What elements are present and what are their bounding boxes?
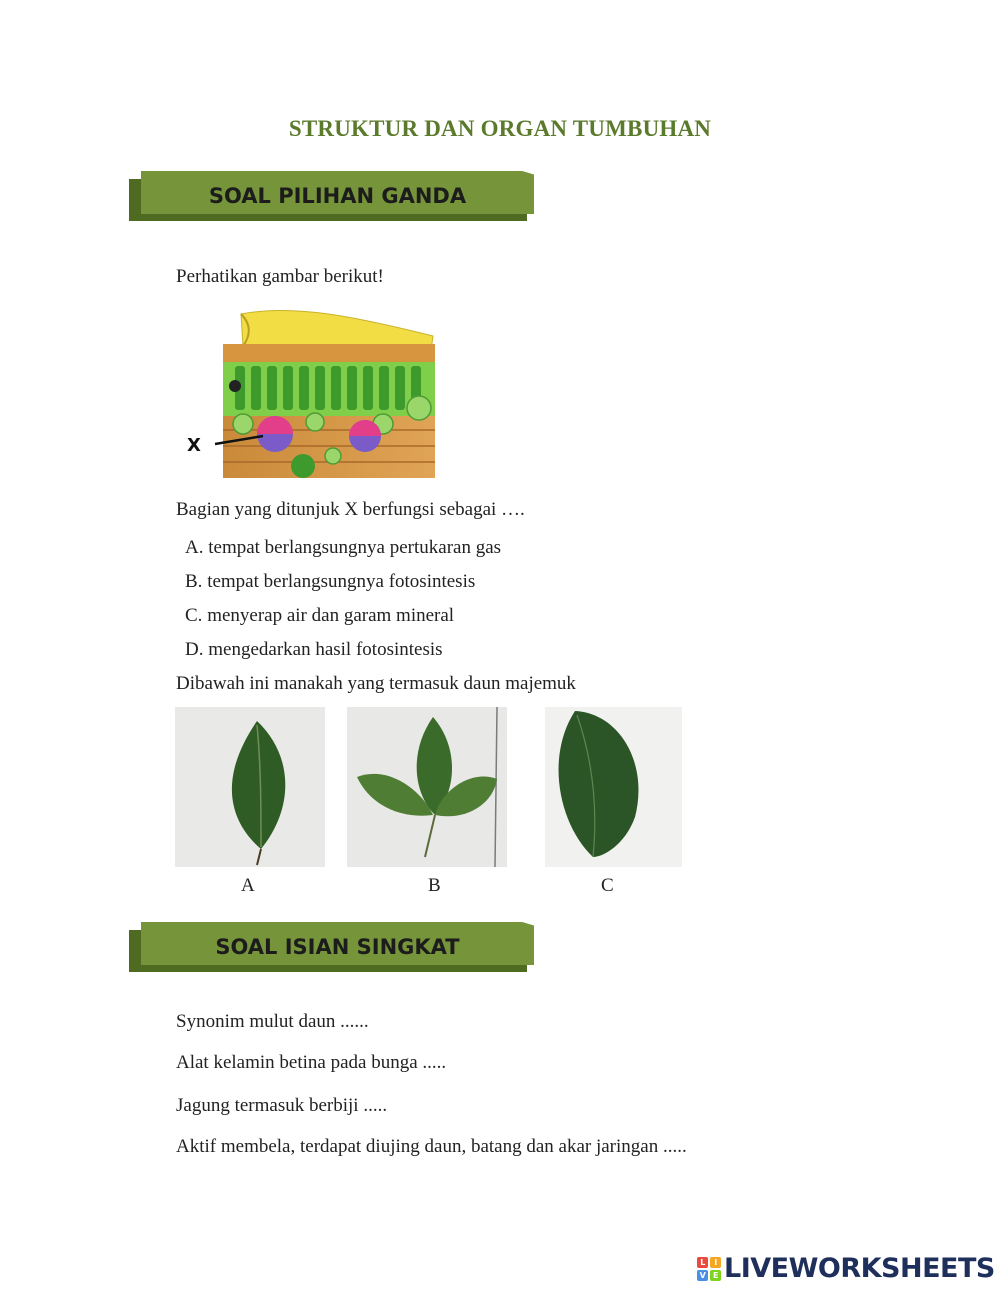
option-letter: D.	[185, 639, 204, 660]
page-title: STRUKTUR DAN ORGAN TUMBUHAN	[288, 116, 712, 141]
logo-letter: I	[710, 1257, 721, 1268]
x-marker-label: X	[187, 435, 201, 456]
logo-letter: L	[697, 1257, 708, 1268]
logo-letter: E	[710, 1270, 721, 1281]
section-banner-multiple-choice	[129, 171, 539, 223]
short-question-3: Jagung termasuk berbiji .....	[176, 1095, 388, 1116]
banner-label: SOAL ISIAN SINGKAT	[215, 935, 460, 959]
short-question-1: Synonim mulut daun ......	[176, 1011, 369, 1032]
q1-question: Bagian yang ditunjuk X berfungsi sebagai ….	[176, 499, 525, 520]
option-d[interactable]	[185, 639, 501, 673]
option-b[interactable]	[185, 571, 501, 605]
leaf-photo-b[interactable]	[347, 707, 507, 867]
leaf-photo-a[interactable]	[175, 707, 325, 867]
choice-label-b: B	[428, 875, 441, 896]
choice-label-a: A	[241, 875, 255, 896]
option-text: menyerap air dan garam mineral	[207, 605, 455, 626]
option-text: tempat berlangsungnya fotosintesis	[207, 571, 476, 592]
option-text: mengedarkan hasil fotosintesis	[208, 639, 443, 660]
option-letter: B.	[185, 571, 203, 592]
banner-label: SOAL PILIHAN GANDA	[208, 184, 467, 208]
liveworksheets-logo-icon	[697, 1257, 721, 1281]
option-c[interactable]	[185, 605, 501, 639]
q1-options	[185, 537, 501, 673]
option-text: tempat berlangsungnya pertukaran gas	[208, 537, 502, 558]
leaf-photo-c[interactable]	[545, 707, 682, 867]
leaf-cross-section-image	[183, 306, 445, 490]
option-letter: C.	[185, 605, 203, 626]
liveworksheets-logo[interactable]	[697, 1253, 995, 1284]
q2-question: Dibawah ini manakah yang termasuk daun majemuk	[176, 673, 576, 694]
option-a[interactable]	[185, 537, 501, 571]
option-letter: A.	[185, 537, 204, 558]
choice-label-c: C	[601, 875, 614, 896]
liveworksheets-wordmark: LIVEWORKSHEETS	[724, 1253, 995, 1284]
short-question-4: Aktif membela, terdapat diujing daun, batang dan akar jaringan .....	[176, 1136, 687, 1157]
short-question-2: Alat kelamin betina pada bunga .....	[176, 1052, 447, 1073]
q1-instruction: Perhatikan gambar berikut!	[176, 266, 384, 287]
section-banner-short-answer	[129, 922, 539, 974]
logo-letter: V	[697, 1270, 708, 1281]
